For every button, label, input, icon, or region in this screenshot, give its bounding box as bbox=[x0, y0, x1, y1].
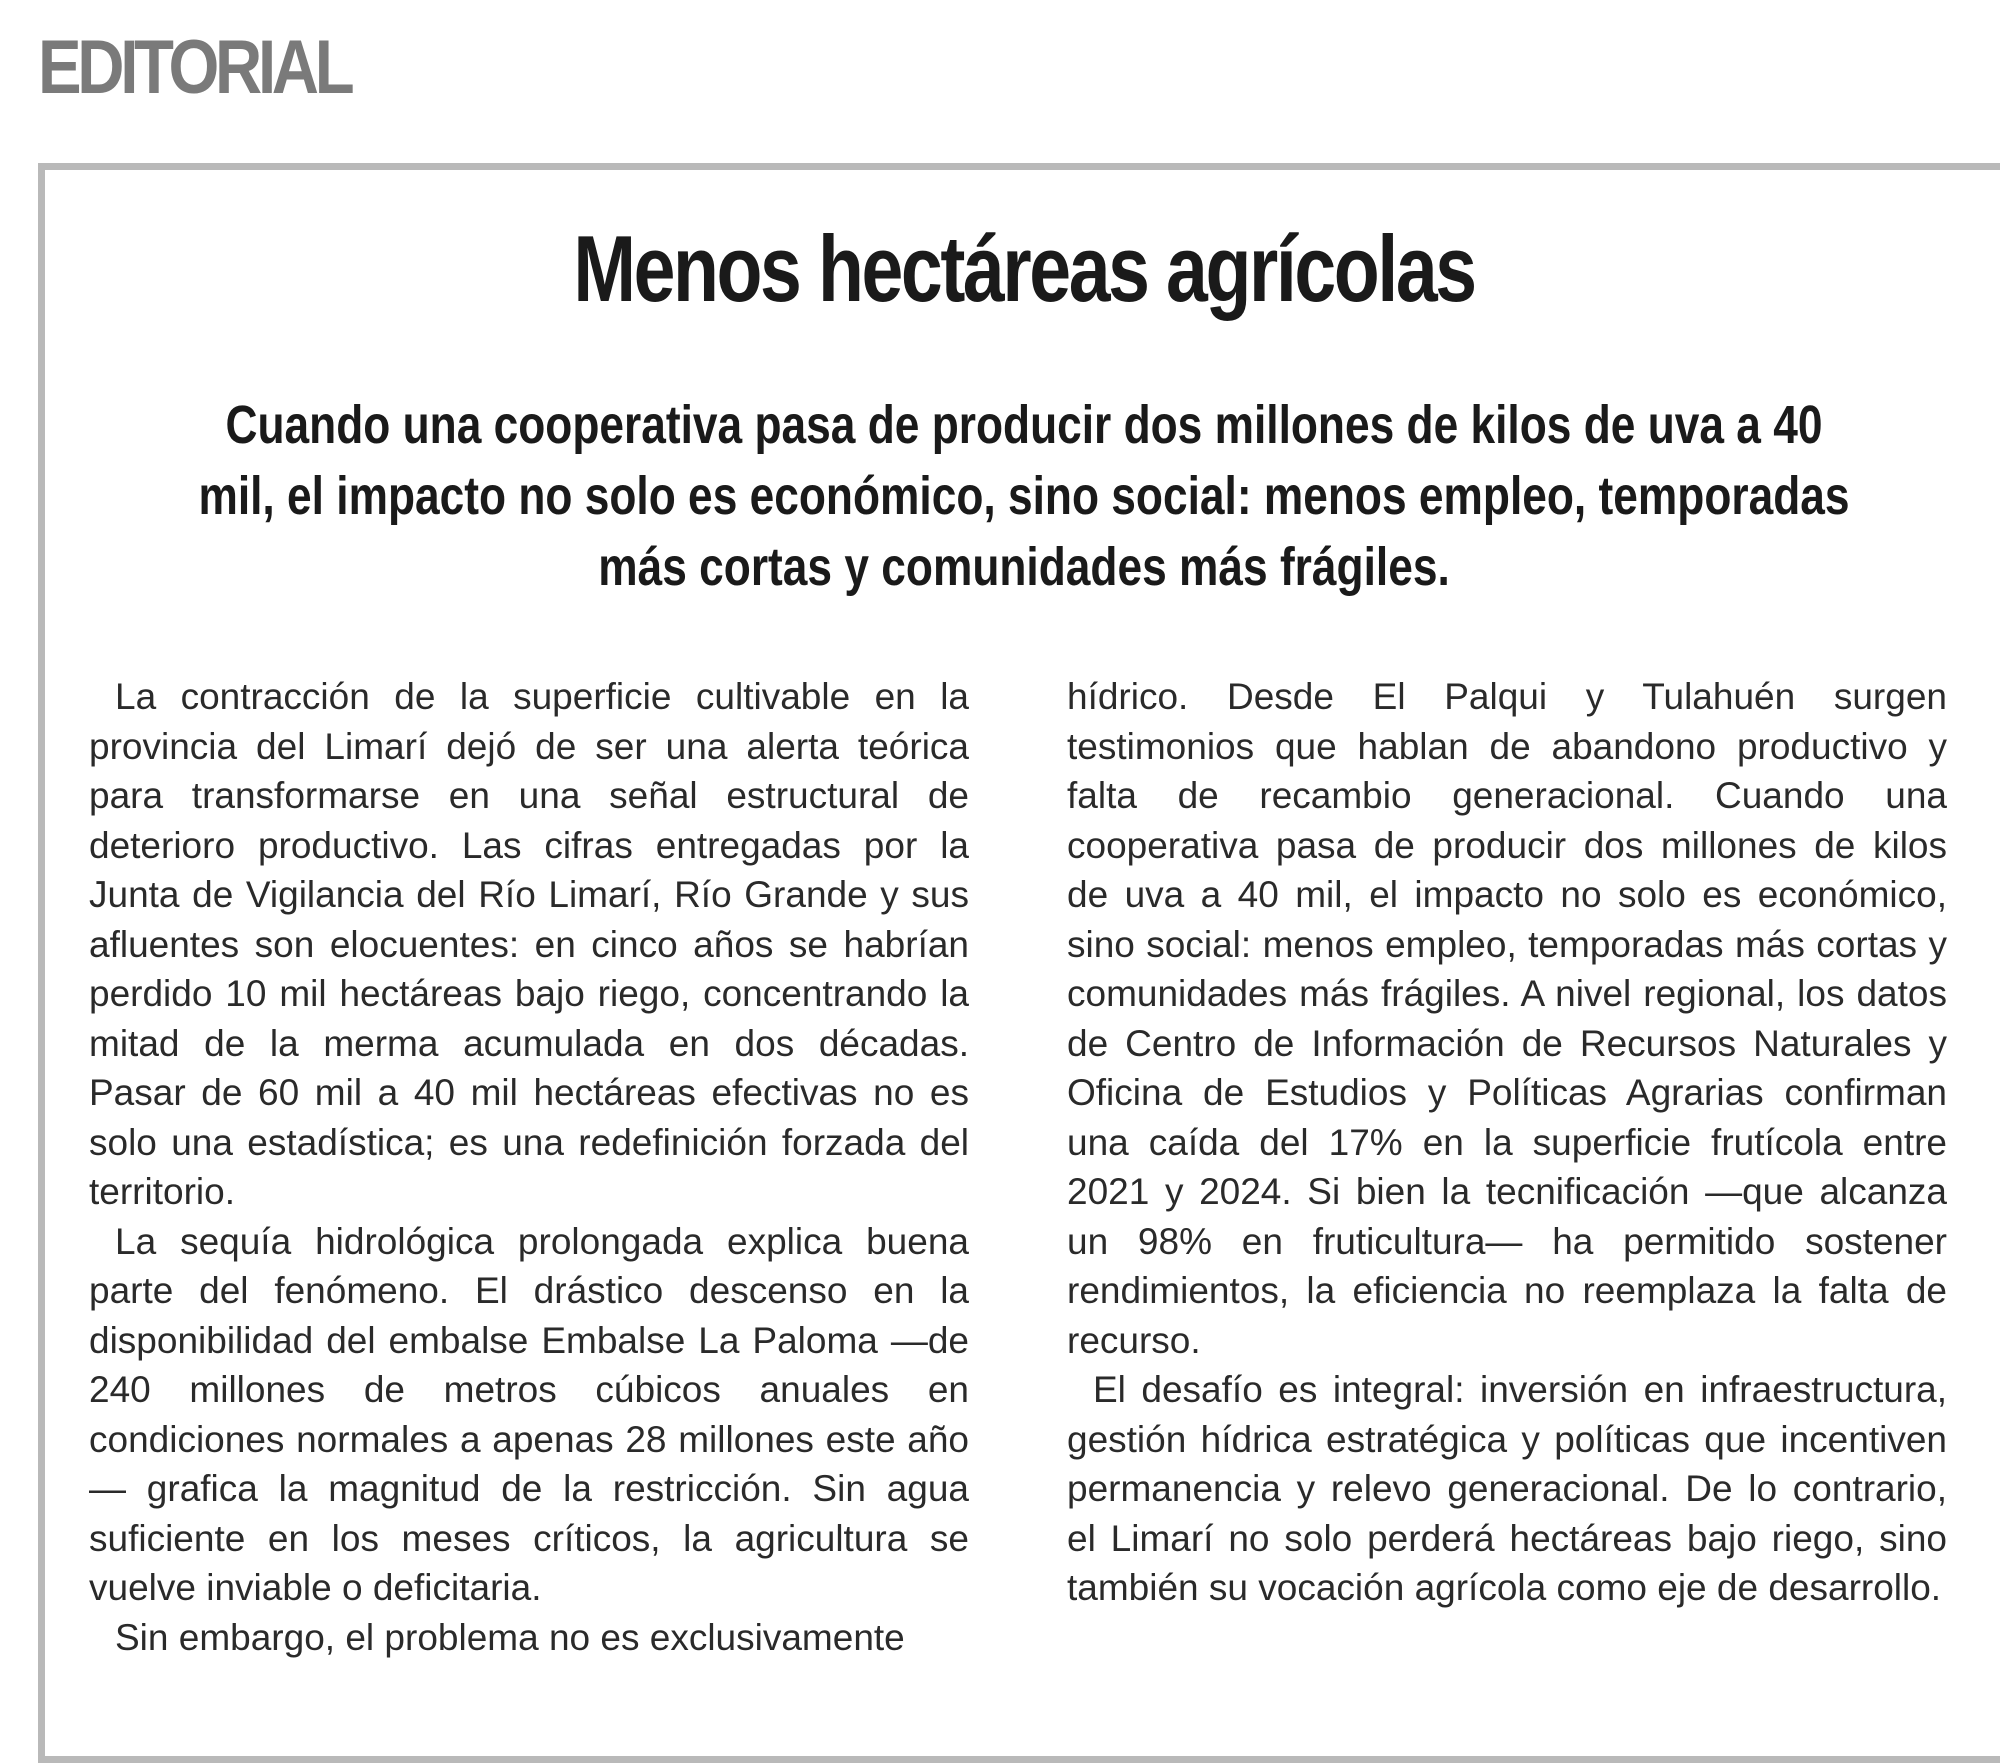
article-headline: Menos hectáreas agrícolas bbox=[573, 216, 1475, 321]
article-dek: Cuando una cooperativa pasa de producir dos millones de kilos de uva a 40 mil, el impacto no solo es económico, sino social: menos empleo, temporadas más cortas y comunidades más frágiles. bbox=[198, 395, 1850, 597]
section-label: EDITORIAL bbox=[38, 25, 351, 110]
body-paragraph-continued: hídrico. Desde El Palqui y Tulahuén surgen testimonios que hablan de abandono productivo y falta de recambio generacional. Cuando una cooperativa pasa de producir dos millones de kilos de uva a 40 mil, el impacto no solo es económico, sino social: menos empleo, temporadas más cortas y comunidades más frágiles. A nivel regional, los datos de Centro de Información de Recursos Naturales y Oficina de Estudios y Políticas Agrarias confirman una caída del 17% en la superficie frutícola entre 2021 y 2024. Si bien la tecnificación —que alcanza un 98% en fruticultura— ha permitido sostener rendimientos, la eficiencia no reemplaza la falta de recurso. bbox=[1067, 676, 1947, 1361]
body-paragraph: La sequía hidrológica prolongada explica buena parte del fenómeno. El drástico descenso en la disponibilidad del embalse Embalse La Paloma —de 240 millones de metros cúbicos anuales en condiciones normales a apenas 28 millones este año— grafica la magnitud de la restricción. Sin agua suficiente en los meses críticos, la agricultura se vuelve inviable o deficitaria. bbox=[89, 1220, 969, 1608]
body-paragraph: La contracción de la superficie cultivable en la provincia del Limarí dejó de ser una alerta teórica para transformarse en una señal estructural de deterioro productivo. Las cifras entregadas por la Junta de Vigilancia del Río Limarí, Río Grande y sus afluentes son elocuentes: en cinco años se habrían perdido 10 mil hectáreas bajo riego, concentrando la mitad de la merma acumulada en dos décadas. Pasar de 60 mil a 40 mil hectáreas efectivas no es solo una estadística; es una redefinición forzada del territorio. bbox=[89, 676, 969, 1212]
article-column-right bbox=[1067, 672, 1947, 1613]
body-paragraph: Sin embargo, el problema no es exclusivamente bbox=[115, 1616, 905, 1658]
article-column-left bbox=[89, 672, 969, 1662]
body-paragraph: El desafío es integral: inversión en infraestructura, gestión hídrica estratégica y políticas que incentiven permanencia y relevo generacional. De lo contrario, el Limarí no solo perderá hectáreas bajo riego, sino también su vocación agrícola como eje de desarrollo. bbox=[1067, 1369, 1947, 1608]
